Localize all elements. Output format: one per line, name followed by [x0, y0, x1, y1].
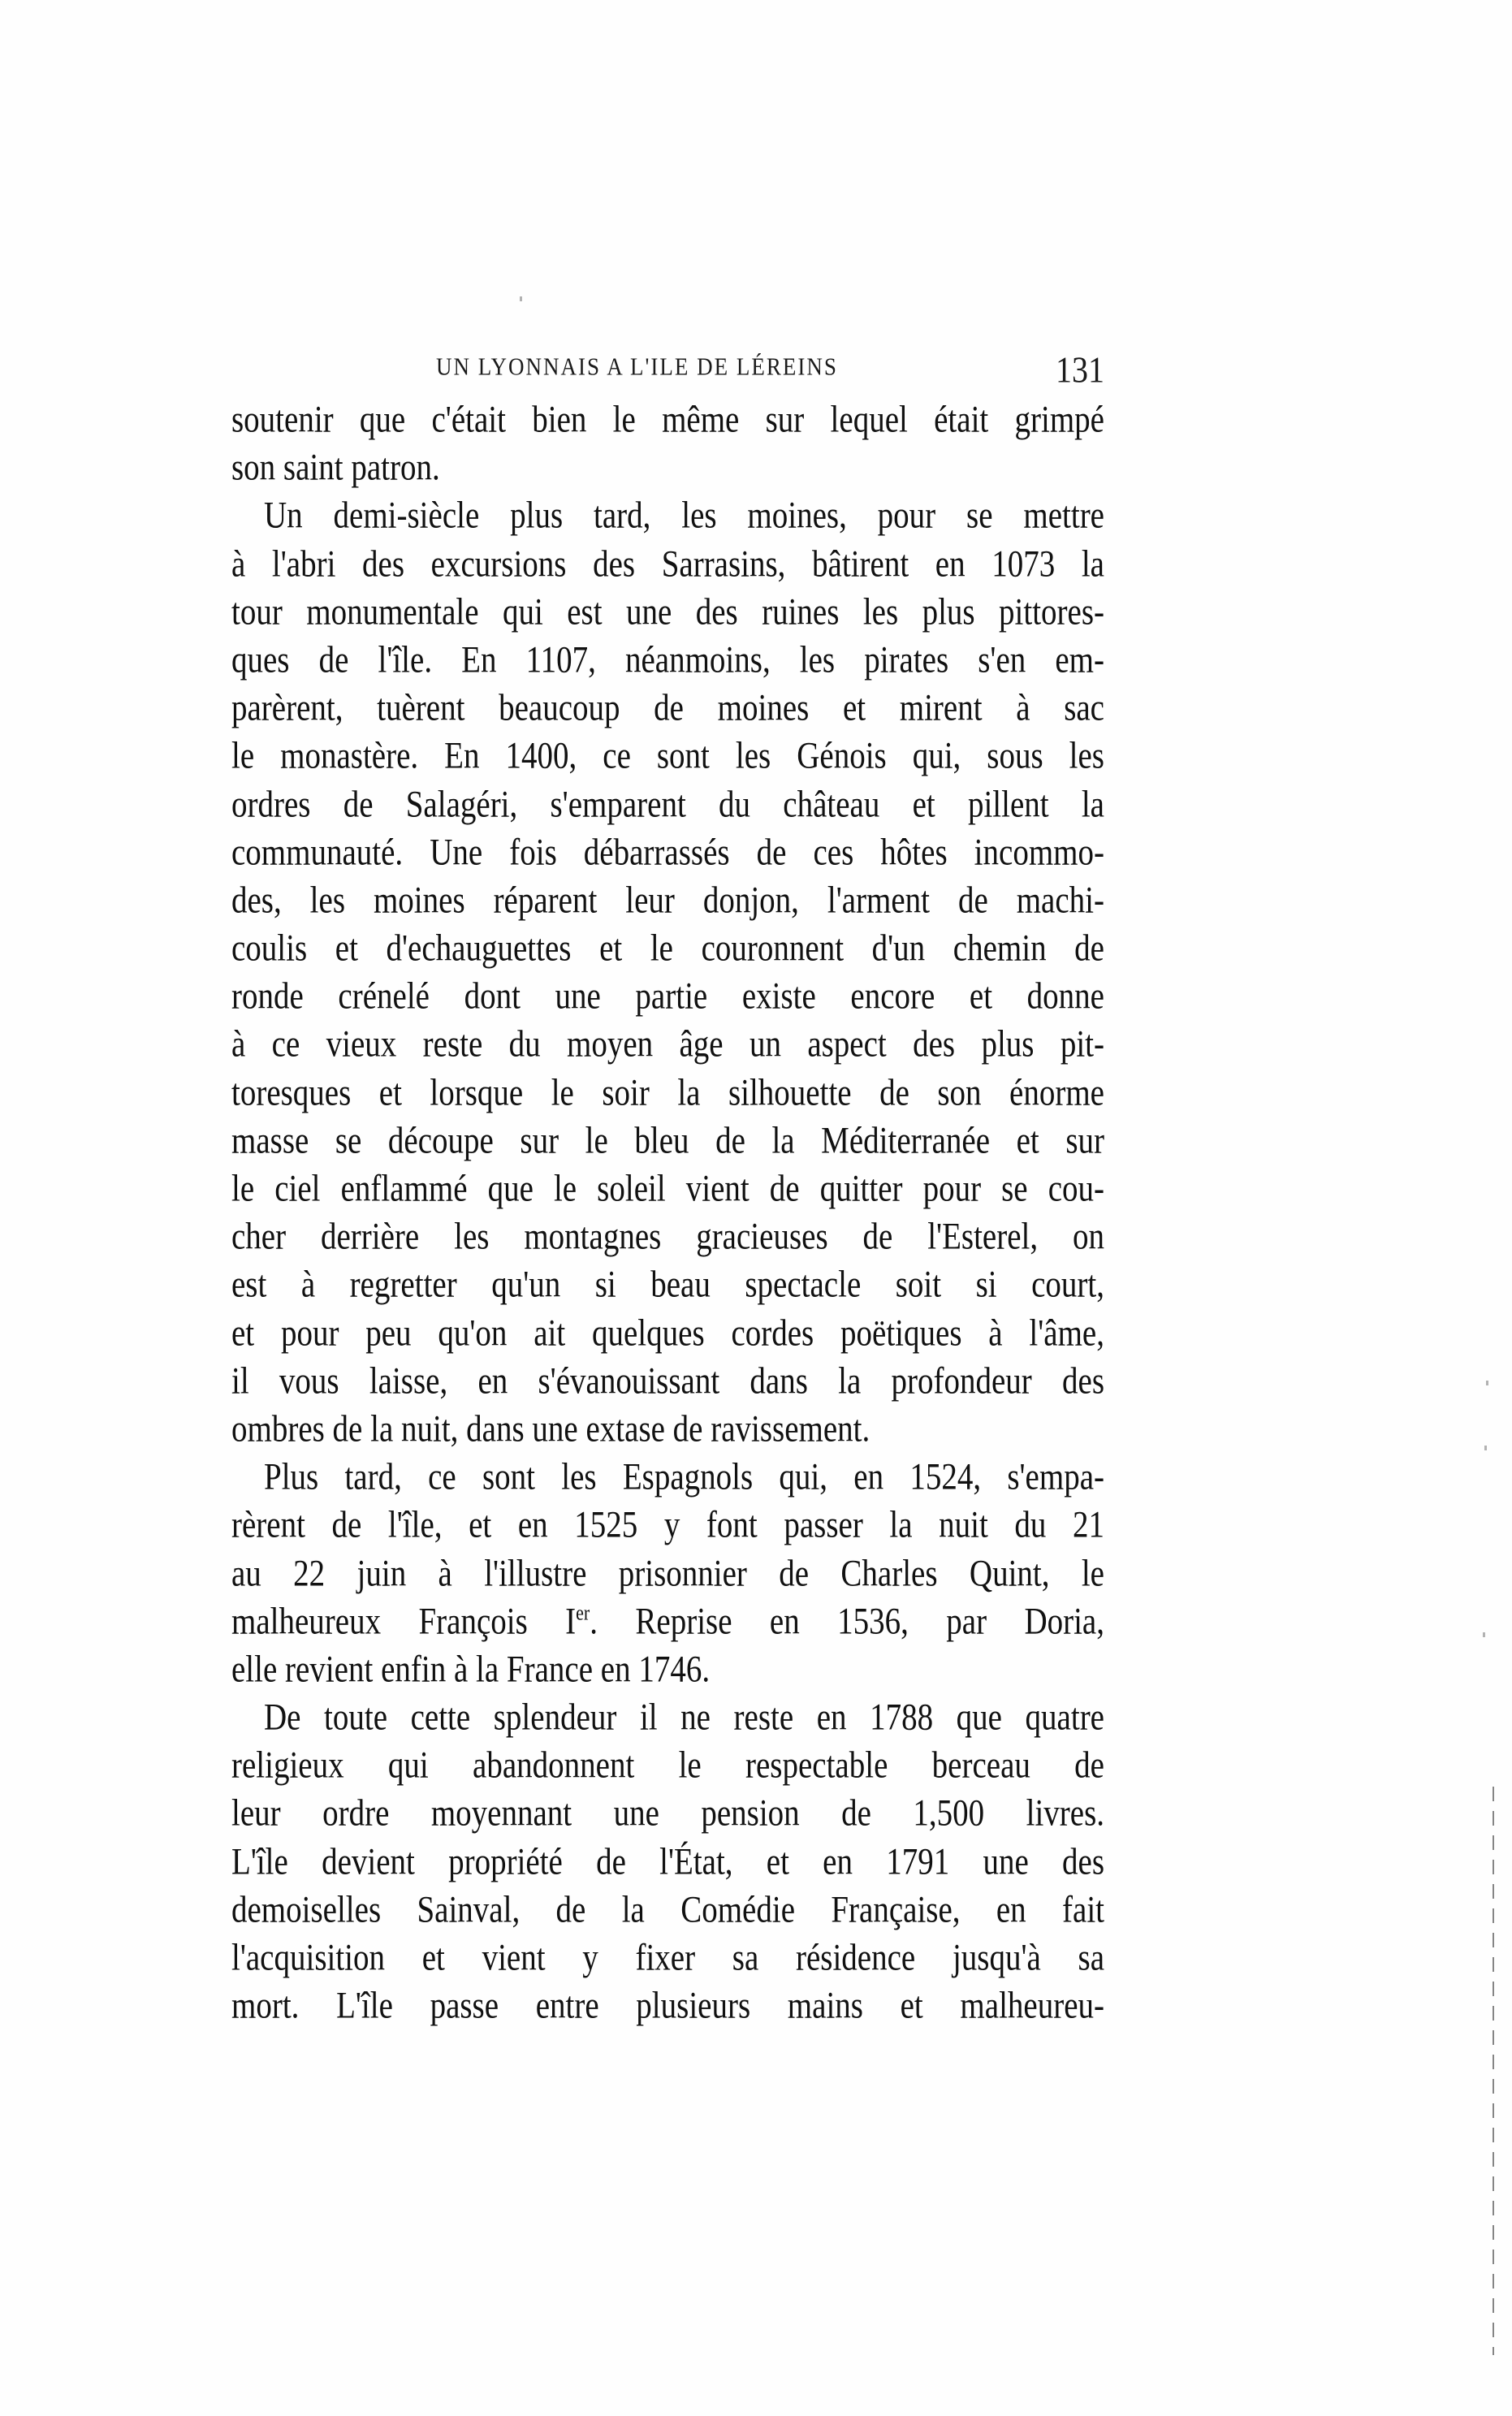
text-line: est à regretter qu'un si beau spectacle soit si court, [231, 1263, 1104, 1306]
text-line: toresques et lorsque le soir la silhouette de son énorme [231, 1071, 1104, 1113]
text-line: demoiselles Sainval, de la Comédie Française, en fait [231, 1888, 1104, 1930]
text-line: au 22 juin à l'illustre prisonnier de Charles Quint, le [231, 1551, 1104, 1594]
text-fragment: . Reprise en 1536, par Doria, [590, 1600, 1104, 1642]
paragraph-start-line: De toute cette splendeur il ne reste en 1788 que quatre [264, 1696, 1104, 1739]
text-line: communauté. Une fois débarrassés de ces hôtes incommo- [231, 831, 1104, 873]
scan-speck [1484, 1446, 1487, 1450]
text-line: l'acquisition et vient y fixer sa résidence jusqu'à sa [231, 1936, 1104, 1979]
scan-speck [520, 296, 522, 301]
text-line: son saint patron. [231, 446, 440, 489]
page-number: 131 [1056, 348, 1104, 391]
text-line: mort. L'île passe entre plusieurs mains et malheureu- [231, 1984, 1104, 2027]
text-line: et pour peu qu'on ait quelques cordes poëtiques à l'âme, [231, 1312, 1104, 1354]
scan-speck [1483, 1632, 1485, 1637]
text-line: ques de l'île. En 1107, néanmoins, les pirates s'en em- [231, 638, 1104, 681]
text-line: rèrent de l'île, et en 1525 y font passer la nuit du 21 [231, 1503, 1104, 1546]
running-head [231, 348, 1104, 391]
superscript: er [576, 1600, 590, 1625]
text-line: tour monumentale qui est une des ruines les plus pittores- [231, 590, 1104, 633]
text-line: des, les moines réparent leur donjon, l'arment de machi- [231, 879, 1104, 921]
text-line: le monastère. En 1400, ce sont les Génois qui, sous les [231, 734, 1104, 777]
text-line: cher derrière les montagnes gracieuses de l'Esterel, on [231, 1215, 1104, 1258]
text-line: soutenir que c'était bien le même sur lequel était grimpé [231, 398, 1104, 441]
text-line: religieux qui abandonnent le respectable berceau de [231, 1744, 1104, 1787]
text-line: parèrent, tuèrent beaucoup de moines et mirent à sac [231, 686, 1104, 729]
text-line: ronde crénelé dont une partie existe encore et donne [231, 975, 1104, 1018]
text-fragment: malheureux François I [231, 1600, 577, 1642]
text-line: le ciel enflammé que le soleil vient de quitter pour se cou- [231, 1167, 1104, 1210]
text-line: coulis et d'echauguettes et le couronnent d'un chemin de [231, 927, 1104, 970]
scan-speck [1486, 1381, 1488, 1385]
scan-page-edge [1493, 1787, 1494, 2355]
paragraph-start-line: Plus tard, ce sont les Espagnols qui, en 1524, s'empa- [264, 1455, 1104, 1498]
text-line: à ce vieux reste du moyen âge un aspect des plus pit- [231, 1022, 1104, 1065]
text-line: leur ordre moyennant une pension de 1,500 livres. [231, 1791, 1104, 1835]
running-title: UN LYONNAIS A L'ILE DE LÉREINS [436, 352, 838, 381]
paragraph-start-line: Un demi-siècle plus tard, les moines, pour se mettre [264, 494, 1104, 537]
text-line: il vous laisse, en s'évanouissant dans la profondeur des [231, 1359, 1104, 1402]
text-line: L'île devient propriété de l'État, et en 1791 une des [231, 1840, 1104, 1882]
text-line: ombres de la nuit, dans une extase de ravissement. [231, 1407, 870, 1450]
body-text [231, 396, 1104, 2030]
text-line: ordres de Salagéri, s'emparent du château et pillent la [231, 782, 1104, 825]
text-line: elle revient enfin à la France en 1746. [231, 1648, 711, 1690]
text-line: masse se découpe sur le bleu de la Méditerranée et sur [231, 1119, 1104, 1161]
text-line: à l'abri des excursions des Sarrasins, bâtirent en 1073 la [231, 542, 1104, 585]
